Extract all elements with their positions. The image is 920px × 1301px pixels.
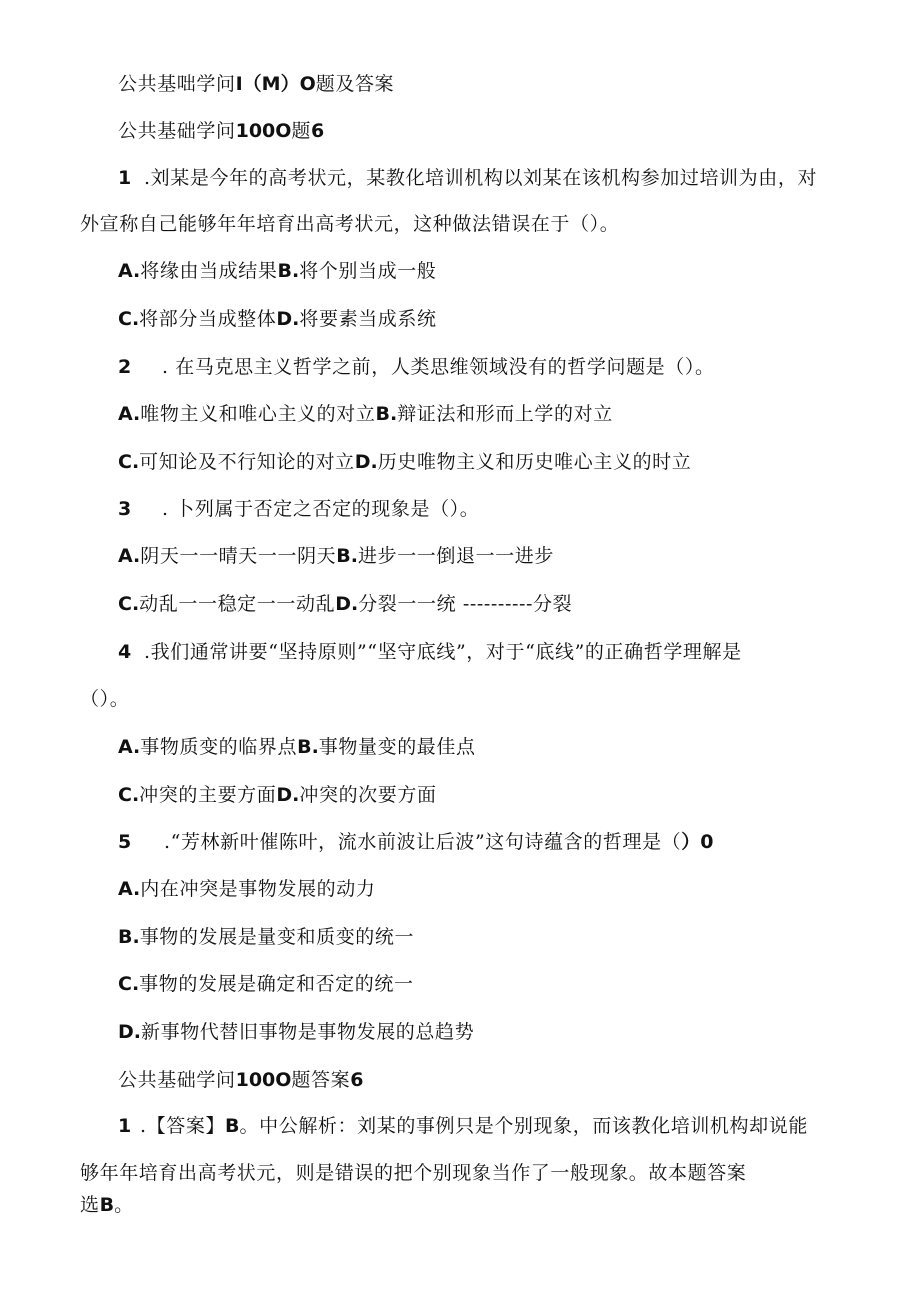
question-2-line-1 xyxy=(118,355,715,379)
option-label: A. xyxy=(118,545,141,567)
option-text: 事物的发展是确定和否定的统一 xyxy=(139,973,414,995)
option-label: A. xyxy=(118,736,141,758)
question-number: 2 xyxy=(118,356,132,378)
answer-prefix: .【答案】 xyxy=(140,1115,226,1137)
option-text: 将要素当成系统 xyxy=(299,308,437,330)
option-label: B. xyxy=(277,260,300,282)
option-label: B. xyxy=(297,736,319,758)
answer-text: 。 xyxy=(114,1194,134,1216)
answer-text: 够年年培育出高考状元，则是错误的把个别现象当作了一般现象。故本题答案 xyxy=(80,1162,747,1184)
section-title xyxy=(118,119,324,143)
question-2-options-cd xyxy=(118,450,691,474)
option-text: 辩证法和形而上学的对立 xyxy=(397,403,613,425)
option-text: 冲突的次要方面 xyxy=(299,784,437,806)
option-label: B. xyxy=(118,926,140,948)
title-part: 题答案 xyxy=(291,1069,351,1091)
question-3-line-1 xyxy=(118,497,479,521)
question-text: 外宣称自己能够年年培育出高考状元，这种做法错误在于（）。 xyxy=(80,213,620,235)
question-3-options-ab xyxy=(118,544,554,568)
answer-letter: B xyxy=(99,1194,115,1216)
question-number: 1 xyxy=(118,167,132,189)
option-label: D. xyxy=(354,451,378,473)
option-text: 内在冲突是事物发展的动力 xyxy=(140,878,376,900)
option-label: B. xyxy=(336,545,358,567)
answer-1-line-3 xyxy=(80,1193,134,1217)
option-text: 将缘由当成结果 xyxy=(140,260,278,282)
option-text: 将个别当成一般 xyxy=(299,260,437,282)
question-number: 3 xyxy=(118,498,132,520)
option-text: 分裂一一统 ----------分裂 xyxy=(358,593,573,615)
answer-1-line-1 xyxy=(118,1114,808,1138)
option-text: 可知论及不行知论的对立 xyxy=(139,451,355,473)
option-text: 事物的发展是量变和质变的统一 xyxy=(139,926,415,948)
option-label: C. xyxy=(118,973,140,995)
option-text: 唯物主义和唯心主义的对立 xyxy=(140,403,376,425)
title-part: 100O xyxy=(235,120,292,142)
option-label: A. xyxy=(118,878,141,900)
title-part: I（M）O xyxy=(235,73,316,95)
answer-1-line-2 xyxy=(80,1161,746,1185)
title-part: 题 xyxy=(291,120,312,142)
option-label: B. xyxy=(375,403,398,425)
title-part: 公共基础学问 xyxy=(118,1069,236,1091)
question-text: . 在马克思主义哲学之前，人类思维领域没有的哲学问题是（）。 xyxy=(162,356,715,378)
option-text: 冲突的主要方面 xyxy=(139,784,277,806)
option-label: C. xyxy=(118,451,140,473)
option-label: D. xyxy=(335,593,359,615)
option-label: A. xyxy=(118,403,141,425)
question-4-options-ab xyxy=(118,735,476,759)
option-label: C. xyxy=(118,593,140,615)
option-text: 新事物代替旧事物是事物发展的总趋势 xyxy=(141,1021,475,1043)
question-number: 4 xyxy=(118,641,132,663)
option-label: D. xyxy=(276,308,300,330)
question-4-line-2 xyxy=(80,687,129,711)
option-label: C. xyxy=(118,784,140,806)
option-text: 历史唯物主义和历史唯心主义的时立 xyxy=(377,451,692,473)
question-1-line-2 xyxy=(80,212,619,236)
question-text: .刘某是今年的高考状元，某教化培训机构以刘某在该机构参加过培训为由，对 xyxy=(144,167,818,189)
question-5-option-d xyxy=(118,1020,474,1044)
question-1-options-cd xyxy=(118,307,437,331)
answer-text: 选 xyxy=(80,1194,100,1216)
title-part: 100O xyxy=(235,1069,292,1091)
title-part: 公共基咄学问 xyxy=(118,73,236,95)
option-label: C. xyxy=(118,308,140,330)
option-label: D. xyxy=(118,1021,141,1043)
option-text: 阴天一一晴天一一阴天 xyxy=(140,545,337,567)
option-text: 事物质变的临界点 xyxy=(140,736,298,758)
question-5-option-c xyxy=(118,972,414,996)
question-4-line-1 xyxy=(118,640,742,664)
question-4-options-cd xyxy=(118,783,437,807)
question-5-option-a xyxy=(118,877,375,901)
answer-number: 1 xyxy=(118,1115,132,1137)
title-part: 公共基础学问 xyxy=(118,120,236,142)
question-2-options-ab xyxy=(118,402,613,426)
answer-letter: B xyxy=(225,1115,240,1137)
question-text: .“芳林新叶催陈叶，流水前波让后波”这句诗蕴含的哲理是（ xyxy=(164,831,682,853)
answers-title xyxy=(118,1068,363,1092)
question-text-end: ）0 xyxy=(681,831,714,853)
question-text: . 卜列属于否定之否定的现象是（）。 xyxy=(162,498,480,520)
question-text: .我们通常讲要“坚持原则”“坚守底线”，对于“底线”的正确哲学理解是 xyxy=(144,641,742,663)
option-label: A. xyxy=(118,260,141,282)
question-1-line-1 xyxy=(118,166,817,190)
question-3-options-cd xyxy=(118,592,572,616)
option-text: 事物量变的最佳点 xyxy=(318,736,476,758)
title-part: 6 xyxy=(311,120,325,142)
answer-text: 。中公解析：刘某的事例只是个别现象，而该教化培训机构却说能 xyxy=(239,1115,808,1137)
document-title xyxy=(118,72,394,96)
option-text: 将部分当成整体 xyxy=(139,308,277,330)
question-text: （）。 xyxy=(80,688,130,710)
question-5-option-b xyxy=(118,925,414,949)
question-1-options-ab xyxy=(118,259,436,283)
option-text: 动乱一一稳定一一动乱 xyxy=(139,593,336,615)
question-5-line-1 xyxy=(118,830,714,854)
title-part: 题及答案 xyxy=(315,73,395,95)
option-text: 进步一一倒退一一进步 xyxy=(358,545,555,567)
question-number: 5 xyxy=(118,831,132,853)
option-label: D. xyxy=(276,784,300,806)
title-part: 6 xyxy=(350,1069,364,1091)
